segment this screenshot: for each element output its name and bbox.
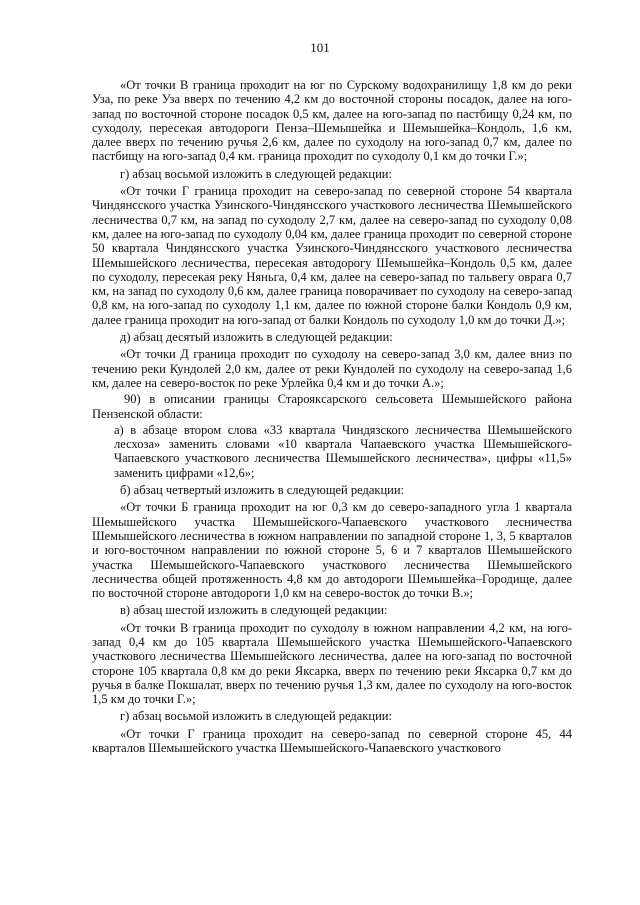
paragraph-quote-3: «От точки Д граница проходит по суходолу на северо-запад 3,0 км, далее вниз по течению реки Кундолей 2,0 км, далее от реки Кундолей по суходолу на северо-запад 1,6 км, далее на северо-восток по реке Урлейка 0,4 км и до точки А.»; xyxy=(92,347,572,390)
paragraph-instruction-v: в) абзац шестой изложить в следующей редакции: xyxy=(120,603,388,618)
paragraph-quote-5: «От точки В граница проходит по суходолу в южном направлении 4,2 км, на юго-запад 0,4 км до 105 квартала Шемышейского участка Шемышейского-Чапаевского участкового лесничества Шемышейского лесничества, далее на юго-запад по восточной стороне 105 квартала 0,8 км до реки Яксарка, вверх по течению реки Яксарка 0,7 км до ручья в балке Покшалат, вверх по течению ручья 1,3 км, далее по суходолу на юго-восток 1,5 км до точки Г.»; xyxy=(92,620,572,707)
paragraph-quote-4: «От точки Б граница проходит на юг 0,3 км до северо-западного угла 1 квартала Шемышейского участка Шемышейского-Чапаевского участкового лесничества Шемышейского лесничества в южном направлении по западной стороне 1, 3, 5 кварталов и юго-восточном направлении по южной стороне 5, 6 и 7 кварталов Шемышейского участка Шемышейского-Чапаевского участкового лесничества Шемышейского лесничества общей протяженность 4,8 км до автодороги Шемышейка–Городище, далее по восточной стороне автодороги 1,0 км на северо-восток до точки В.»; xyxy=(92,500,572,601)
paragraph-quote-2: «От точки Г граница проходит на северо-запад по северной стороне 54 квартала Чиндянсского участка Узинского-Чиндянсского участкового лесничества Шемышейского лесничества 0,7 км, на запад по суходолу 2,7 км, далее на северо-запад по суходолу 0,08 км, далее на юго-запад по суходолу 0,04 км, далее граница проходит по северной стороне 50 квартала Чиндянсского участка Узинского-Чиндянсского участкового лесничества Шемышейского лесничества, пересекая автодорогу Шемышейка–Кондоль 0,5 км, далее по суходолу, пересекая реку Няньга, 0,4 км, далее на северо-запад по тальвегу оврага 0,7 км, на запад по суходолу 0,6 км, далее граница поворачивает по суходолу на северо-запад 0,8 км, на юго-запад по суходолу 1,1 км, далее по южной стороне балки Кондоль 0,9 км, далее граница проходит на юго-запад от балки Кондоль по суходолу 1,0 км до точки Д.»; xyxy=(92,184,572,327)
paragraph-quote-1: «От точки В граница проходит на юг по Сурскому водохранилищу 1,8 км до реки Уза, по реке Уза вверх по течению 4,2 км до восточной стороны посадок, далее на юго-запад по восточной стороне посадок 0,5 км, далее на юго-запад по пастбищу 0,24 км, по суходолу, пересекая автодороги Пенза–Шемышейка и Шемышейка–Кондоль, 1,6 км, далее вверх по течению ручья 2,6 км, далее по суходолу на юго-запад 0,7 км, далее по пастбищу на юго-запад 0,4 км. граница проходит по суходолу 0,1 км до точки Г.»; xyxy=(92,78,572,164)
page-number: 101 xyxy=(310,40,330,55)
document-body xyxy=(92,78,572,756)
paragraph-quote-6: «От точки Г граница проходит на северо-запад по северной стороне 45, 44 кварталов Шемышейского участка Шемышейского-Чапаевского участкового xyxy=(92,726,572,756)
paragraph-subitem-a: а) в абзаце втором слова «33 квартала Чиндязского лесничества Шемышейского лесхоза» заменить словами «10 квартала Чапаевского участка Шемышейского-Чапаевского участкового лесничества Шемышейского лесничества», цифры «11,5» заменить цифрами «12,6»; xyxy=(114,422,572,480)
paragraph-item-90: 90) в описании границы Староякcарского сельсовета Шемышейского района Пензенской области: xyxy=(92,392,572,421)
paragraph-instruction-g: г) абзац восьмой изложить в следующей редакции: xyxy=(120,166,392,181)
paragraph-instruction-b: б) абзац четвертый изложить в следующей редакции: xyxy=(120,483,404,498)
paragraph-instruction-d: д) абзац десятый изложить в следующей редакции: xyxy=(120,330,393,345)
paragraph-instruction-g2: г) абзац восьмой изложить в следующей редакции: xyxy=(120,709,392,724)
